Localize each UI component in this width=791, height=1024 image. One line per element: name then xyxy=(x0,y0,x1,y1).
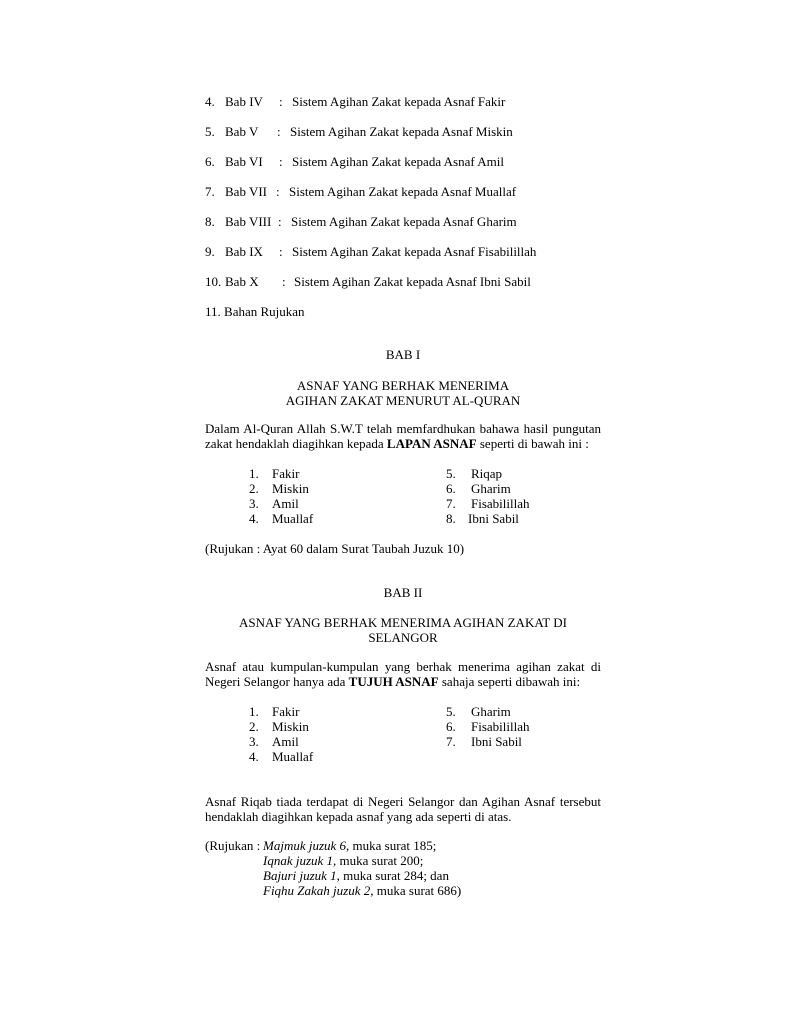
list-item-num: 5. xyxy=(446,704,456,719)
list-item-name: Ibni Sabil xyxy=(471,734,522,749)
list-item-num: 4. xyxy=(249,749,259,764)
toc-colon: : xyxy=(279,94,283,109)
list-item-name: Amil xyxy=(272,734,299,749)
list-item-num: 6. xyxy=(446,719,456,734)
toc-colon: : xyxy=(278,214,282,229)
toc-title: Sistem Agihan Zakat kepada Asnaf Fisabilillah xyxy=(292,244,537,259)
toc-num: 10. xyxy=(205,274,222,289)
bab-2-note-line-2: hendaklah diagihkan kepada asnaf yang ada seperti di atas. xyxy=(205,809,512,824)
toc-bab: Bab IX xyxy=(225,244,263,259)
toc-colon: : xyxy=(276,184,280,199)
list-item-name: Muallaf xyxy=(272,749,314,764)
list-item-name: Gharim xyxy=(471,481,511,496)
toc-colon: : xyxy=(282,274,286,289)
list-item-num: 2. xyxy=(249,719,259,734)
list-item-name: Gharim xyxy=(471,704,511,719)
rujukan-prefix: (Rujukan : xyxy=(205,838,261,853)
toc-num: 6. xyxy=(205,154,215,169)
list-item-num: 5. xyxy=(446,466,456,481)
list-item-name: Ibni Sabil xyxy=(468,511,519,526)
list-item-name: Fisabilillah xyxy=(471,496,530,511)
list-item-name: Muallaf xyxy=(272,511,314,526)
list-item-num: 8. xyxy=(446,511,456,526)
toc-bab: Bab VIII xyxy=(225,214,272,229)
toc-title: Sistem Agihan Zakat kepada Asnaf Miskin xyxy=(290,124,513,139)
toc-colon: : xyxy=(277,124,281,139)
toc-num: 8. xyxy=(205,214,215,229)
list-item-name: Amil xyxy=(272,496,299,511)
bab-1-paragraph-line-1: Dalam Al-Quran Allah S.W.T telah memfardhukan bahawa hasil pungutan xyxy=(205,421,601,436)
list-item-num: 2. xyxy=(249,481,259,496)
bab-1-paragraph-line-2: zakat hendaklah diagihkan kepada LAPAN ASNAF seperti di bawah ini : xyxy=(205,436,589,451)
toc-bab: Bab VI xyxy=(225,154,263,169)
toc-num: 7. xyxy=(205,184,215,199)
lapan-asnaf-emphasis: LAPAN ASNAF xyxy=(386,436,477,451)
list-item-num: 1. xyxy=(249,704,259,719)
list-item-num: 6. xyxy=(446,481,456,496)
toc-title: Sistem Agihan Zakat kepada Asnaf Fakir xyxy=(292,94,506,109)
list-item-num: 7. xyxy=(446,734,456,749)
list-item-num: 7. xyxy=(446,496,456,511)
toc-bab: Bab IV xyxy=(225,94,263,109)
toc-bab: Bab VII xyxy=(225,184,268,199)
toc-num: 9. xyxy=(205,244,215,259)
bab-1-title-line-1: ASNAF YANG BERHAK MENERIMA xyxy=(296,378,510,393)
list-item-name: Fakir xyxy=(272,466,300,481)
list-item-num: 1. xyxy=(249,466,259,481)
list-item-name: Fakir xyxy=(272,704,300,719)
bab-2-paragraph-line-1: Asnaf atau kumpulan-kumpulan yang berhak menerima agihan zakat di xyxy=(205,659,601,674)
list-item-num: 3. xyxy=(249,496,259,511)
toc-colon: : xyxy=(279,244,283,259)
toc-title: Sistem Agihan Zakat kepada Asnaf Gharim xyxy=(291,214,517,229)
bab-2-title-line-1: ASNAF YANG BERHAK MENERIMA AGIHAN ZAKAT DI xyxy=(239,615,567,630)
list-item-num: 3. xyxy=(249,734,259,749)
bab-2-title-line-2: SELANGOR xyxy=(368,630,438,645)
bab-1-title-line-2: AGIHAN ZAKAT MENURUT AL-QURAN xyxy=(285,393,521,408)
bab-1-heading: BAB I xyxy=(385,347,421,362)
toc-num: 4. xyxy=(205,94,215,109)
list-item-name: Fisabilillah xyxy=(471,719,530,734)
tujuh-asnaf-emphasis: TUJUH ASNAF xyxy=(348,674,439,689)
toc-item-bahan-rujukan: 11. Bahan Rujukan xyxy=(205,304,305,319)
rujukan-ref: Fiqhu Zakah juzuk 2, muka surat 686) xyxy=(263,883,462,898)
toc-num: 5. xyxy=(205,124,215,139)
list-item-name: Riqap xyxy=(471,466,503,481)
bab-2-paragraph-line-2: Negeri Selangor hanya ada TUJUH ASNAF sahaja seperti dibawah ini: xyxy=(205,674,581,689)
bab-1-rujukan: (Rujukan : Ayat 60 dalam Surat Taubah Juzuk 10) xyxy=(205,541,465,556)
rujukan-ref: Iqnak juzuk 1, muka surat 200; xyxy=(263,853,424,868)
bab-2-note-line-1: Asnaf Riqab tiada terdapat di Negeri Selangor dan Agihan Asnaf tersebut xyxy=(205,794,601,809)
toc-title: Sistem Agihan Zakat kepada Asnaf Muallaf xyxy=(289,184,517,199)
toc-bab: Bab V xyxy=(225,124,259,139)
rujukan-ref: Bajuri juzuk 1, muka surat 284; dan xyxy=(263,868,449,883)
list-item-name: Miskin xyxy=(272,719,309,734)
rujukan-ref: Majmuk juzuk 6, muka surat 185; xyxy=(263,838,437,853)
toc-colon: : xyxy=(279,154,283,169)
list-item-name: Miskin xyxy=(272,481,309,496)
list-item-num: 4. xyxy=(249,511,259,526)
toc-bab: Bab X xyxy=(225,274,259,289)
bab-2-heading: BAB II xyxy=(383,585,423,600)
toc-title: Sistem Agihan Zakat kepada Asnaf Amil xyxy=(292,154,504,169)
toc-title: Sistem Agihan Zakat kepada Asnaf Ibni Sabil xyxy=(294,274,531,289)
